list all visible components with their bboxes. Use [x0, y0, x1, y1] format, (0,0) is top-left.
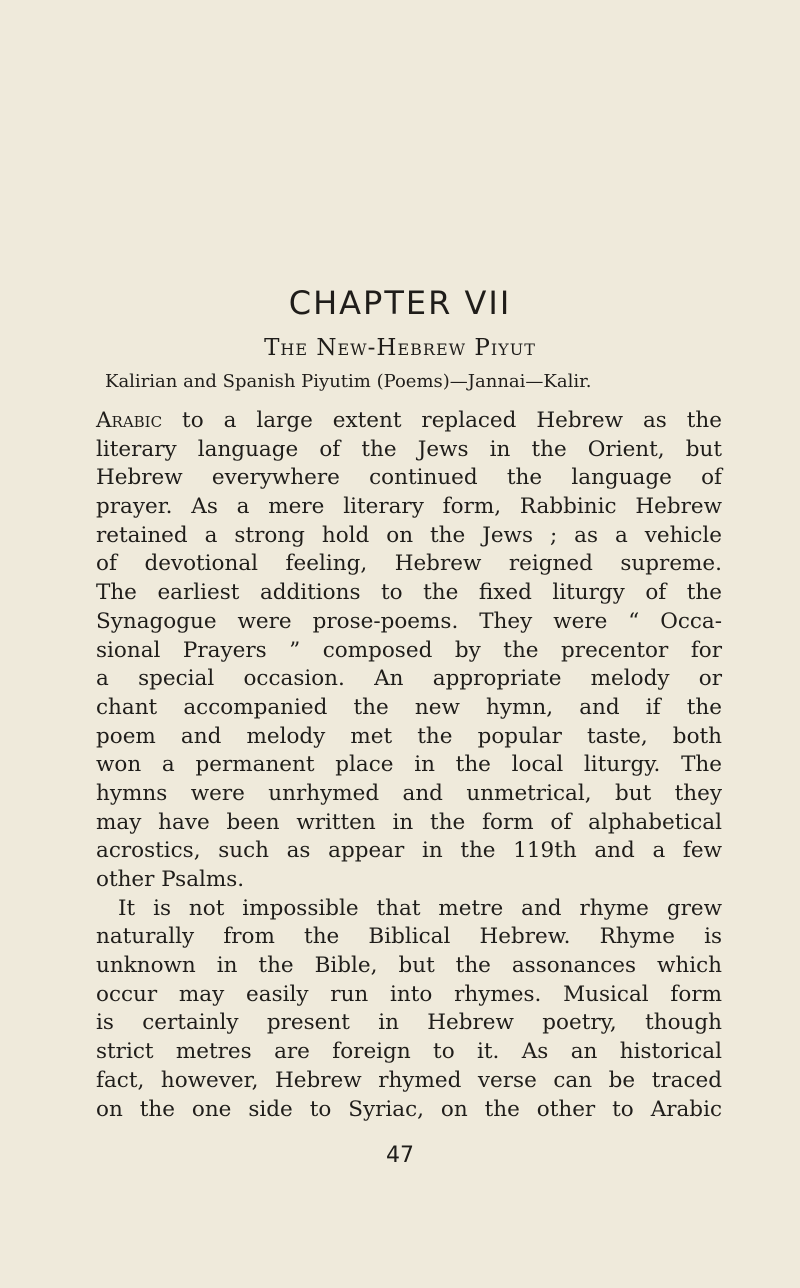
- first-line-rest: to a large extent replaced Hebrew as the: [162, 408, 722, 433]
- chapter-summary: Kalirian and Spanish Piyutim (Poems)—Jannai—Kalir.: [105, 371, 592, 392]
- text-line: acrostics, such as appear in the 119th and a few: [96, 838, 722, 864]
- text-line: poem and melody met the popular taste, both: [96, 723, 722, 749]
- text-line: It is not impossible that metre and rhyme grew: [118, 895, 722, 921]
- text-line: chant accompanied the new hymn, and if the: [96, 694, 722, 720]
- chapter-heading: CHAPTER VII: [288, 284, 512, 322]
- text-line: retained a strong hold on the Jews ; as a vehicle: [96, 522, 722, 548]
- chapter-title: The New-Hebrew Piyut: [264, 335, 536, 361]
- text-line: fact, however, Hebrew rhymed verse can be traced: [96, 1067, 722, 1093]
- text-line: Hebrew everywhere continued the language of: [96, 465, 722, 491]
- text-line: unknown in the Bible, but the assonances which: [96, 953, 722, 979]
- text-line: a special occasion. An appropriate melody or: [96, 666, 722, 692]
- text-line: occur may easily run into rhymes. Musical form: [96, 981, 722, 1007]
- text-line: sional Prayers ” composed by the precentor for: [96, 637, 722, 663]
- page-number: 47: [386, 1143, 414, 1168]
- text-line: naturally from the Biblical Hebrew. Rhyme is: [96, 924, 722, 950]
- text-line: prayer. As a mere literary form, Rabbinic Hebrew: [96, 494, 722, 520]
- text-line: The earliest additions to the fixed liturgy of the: [96, 580, 722, 606]
- body-text: [96, 407, 722, 1124]
- text-line: on the one side to Syriac, on the other to Arabic: [96, 1096, 722, 1122]
- text-line: strict metres are foreign to it. As an historical: [96, 1039, 722, 1065]
- text-line: other Psalms.: [96, 867, 245, 892]
- text-line: may have been written in the form of alphabetical: [96, 809, 722, 835]
- text-line: [96, 407, 722, 436]
- text-line: Synagogue were prose-poems. They were “ Occa-: [96, 608, 722, 634]
- text-line: won a permanent place in the local liturgy. The: [96, 752, 722, 778]
- opening-word: Arabic: [96, 408, 163, 433]
- text-line: of devotional feeling, Hebrew reigned supreme.: [96, 551, 722, 577]
- text-line: is certainly present in Hebrew poetry, though: [96, 1010, 722, 1036]
- text-line: literary language of the Jews in the Orient, but: [96, 436, 722, 462]
- text-line: hymns were unrhymed and unmetrical, but they: [96, 780, 722, 806]
